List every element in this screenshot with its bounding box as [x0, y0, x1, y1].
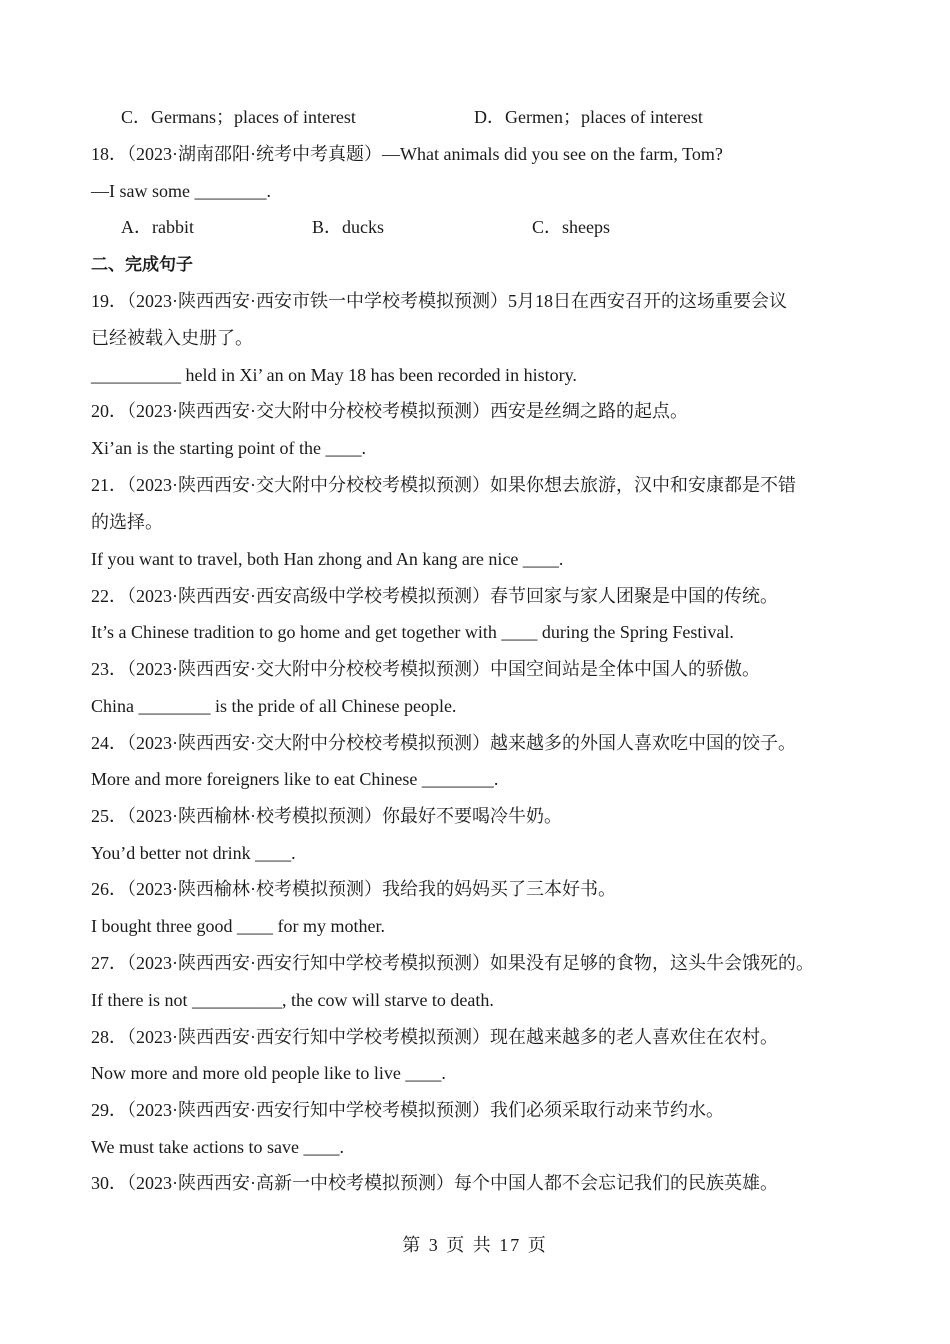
question-19-zh-cont: 已经被载入史册了。 [91, 328, 253, 348]
question-27-zh: 27．（2023·陕西西安·西安行知中学校考模拟预测）如果没有足够的食物，这头牛会饿死的。 [91, 953, 814, 973]
question-22-zh: 22．（2023·陕西西安·西安高级中学校考模拟预测）春节回家与家人团聚是中国的传统。 [91, 586, 778, 606]
question-29-zh: 29．（2023·陕西西安·西安行知中学校考模拟预测）我们必须采取行动来节约水。 [91, 1100, 724, 1120]
q18-answer-line: —I saw some ________. [91, 181, 271, 201]
question-27-en: If there is not __________, the cow will starve to death. [91, 990, 494, 1010]
question-26-en: I bought three good ____ for my mother. [91, 916, 385, 936]
page-footer: 第 3 页 共 17 页 [402, 1235, 548, 1255]
q18-option-c: C．sheeps [532, 217, 610, 237]
question-20-en: Xi’an is the starting point of the ____. [91, 438, 366, 458]
question-30-zh: 30．（2023·陕西西安·高新一中校考模拟预测）每个中国人都不会忘记我们的民族英雄。 [91, 1173, 778, 1193]
q18-option-b: B．ducks [312, 217, 384, 237]
q17-option-c: C．Germans；places of interest [121, 107, 356, 127]
question-22-en: It’s a Chinese tradition to go home and get together with ____ during the Spring Festival. [91, 622, 734, 642]
q17-option-d: D．Germen；places of interest [474, 107, 703, 127]
question-26-zh: 26．（2023·陕西榆林·校考模拟预测）我给我的妈妈买了三本好书。 [91, 879, 616, 899]
question-19-en: __________ held in Xi’ an on May 18 has been recorded in history. [91, 365, 577, 385]
question-25-zh: 25．（2023·陕西榆林·校考模拟预测）你最好不要喝冷牛奶。 [91, 806, 562, 826]
question-24-en: More and more foreigners like to eat Chinese ________. [91, 769, 499, 789]
question-21-en: If you want to travel, both Han zhong and An kang are nice ____. [91, 549, 564, 569]
question-28-zh: 28．（2023·陕西西安·西安行知中学校考模拟预测）现在越来越多的老人喜欢住在农村。 [91, 1027, 778, 1047]
question-28-en: Now more and more old people like to live ____. [91, 1063, 446, 1083]
question-24-zh: 24．（2023·陕西西安·交大附中分校校考模拟预测）越来越多的外国人喜欢吃中国的饺子。 [91, 733, 796, 753]
q18-stem: 18．（2023·湖南邵阳·统考中考真题）—What animals did you see on the farm, Tom? [91, 144, 723, 164]
question-21-zh-cont: 的选择。 [91, 512, 163, 532]
question-23-en: China ________ is the pride of all Chinese people. [91, 696, 457, 716]
question-23-zh: 23．（2023·陕西西安·交大附中分校校考模拟预测）中国空间站是全体中国人的骄傲。 [91, 659, 760, 679]
question-19-zh: 19．（2023·陕西西安·西安市铁一中学校考模拟预测）5月18日在西安召开的这场重要会议 [91, 291, 787, 311]
q18-option-a: A．rabbit [121, 217, 194, 237]
section-title: 二、完成句子 [91, 255, 193, 275]
question-21-zh: 21．（2023·陕西西安·交大附中分校校考模拟预测）如果你想去旅游，汉中和安康都是不错 [91, 475, 796, 495]
question-29-en: We must take actions to save ____. [91, 1137, 344, 1157]
question-25-en: You’d better not drink ____. [91, 843, 296, 863]
question-20-zh: 20．（2023·陕西西安·交大附中分校校考模拟预测）西安是丝绸之路的起点。 [91, 401, 688, 421]
